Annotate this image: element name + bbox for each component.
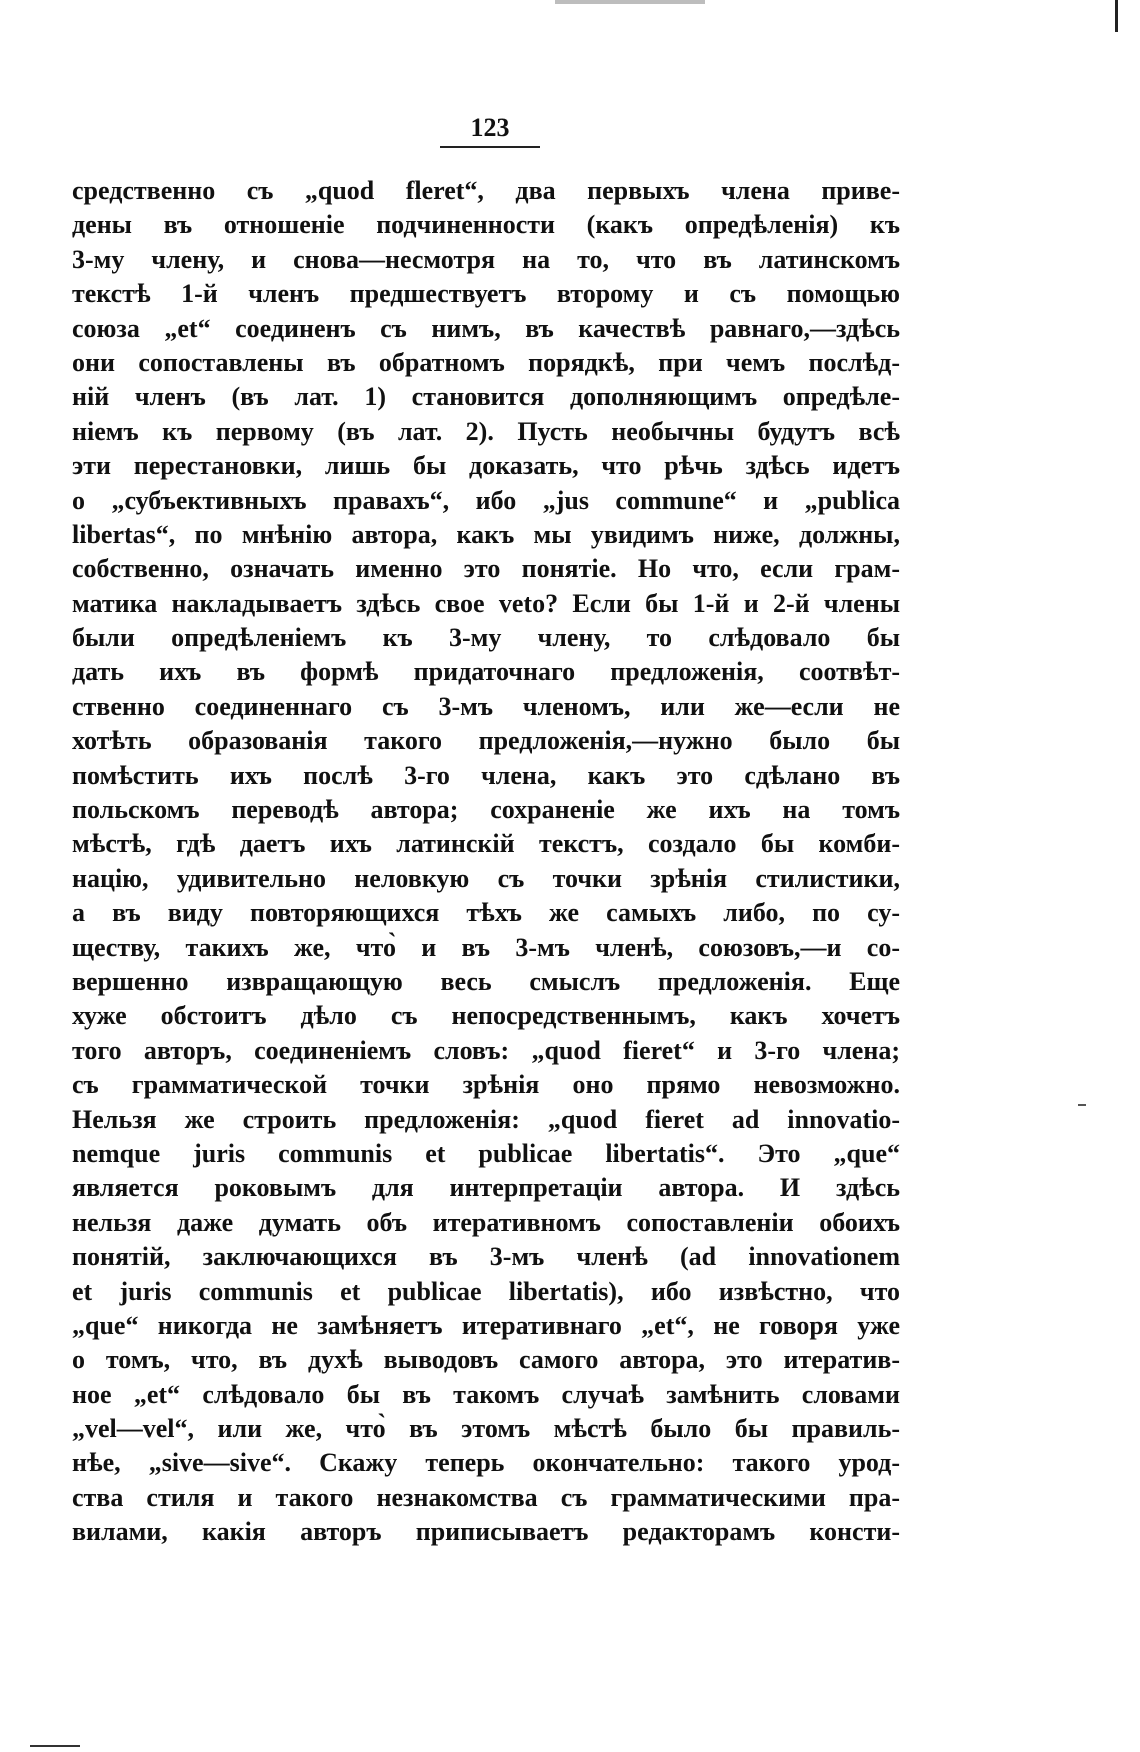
text-line: ній членъ (въ лат. 1) становится дополняющимъ опредѣле- bbox=[72, 382, 900, 412]
text-line: 3-му члену, и снова—несмотря на то, что въ латинскомъ bbox=[72, 244, 900, 274]
text-line: ніемъ къ первому (въ лат. 2). Пусть необычны будутъ всѣ bbox=[72, 416, 900, 446]
text-line: эти перестановки, лишь бы доказать, что рѣчь здѣсь идетъ bbox=[72, 451, 900, 481]
text-line: libertas“, по мнѣнію автора, какъ мы увидимъ ниже, должны, bbox=[72, 519, 900, 549]
text-line: ществу, такихъ же, что̀ и въ 3-мъ членѣ, союзовъ,—и со- bbox=[72, 932, 900, 962]
text-line: nemque juris communis et publicae libertatis“. Это „que“ bbox=[72, 1138, 900, 1168]
page-number-rule bbox=[440, 146, 540, 148]
scan-artifact-bottom bbox=[30, 1745, 80, 1747]
text-line: націю, удивительно неловкую съ точки зрѣнія стилистики, bbox=[72, 863, 900, 893]
text-line: понятій, заключающихся въ 3-мъ членѣ (ad innovationem bbox=[72, 1242, 900, 1272]
text-line: хотѣть образованія такого предложенія,—нужно было бы bbox=[72, 726, 900, 756]
text-line: о „субъективныхъ правахъ“, ибо „jus commune“ и „publica bbox=[72, 485, 900, 515]
text-line: о томъ, что, въ духѣ выводовъ самого автора, это итератив- bbox=[72, 1345, 900, 1375]
text-line: того авторъ, соединеніемъ словъ: „quod fieret“ и 3-го члена; bbox=[72, 1035, 900, 1065]
scan-artifact-top bbox=[555, 0, 705, 4]
text-line: они сопоставлены въ обратномъ порядкѣ, при чемъ послѣд- bbox=[72, 347, 900, 377]
text-line: хуже обстоитъ дѣло съ непосредственнымъ, какъ хочетъ bbox=[72, 1001, 900, 1031]
scan-artifact-margin-dash bbox=[1078, 1104, 1086, 1106]
text-line: ное „et“ слѣдовало бы въ такомъ случаѣ замѣнить словами bbox=[72, 1379, 900, 1409]
text-line: польскомъ переводѣ автора; сохраненіе же ихъ на томъ bbox=[72, 795, 900, 825]
text-line: помѣстить ихъ послѣ 3-го члена, какъ это сдѣлано въ bbox=[72, 760, 900, 790]
text-line: а въ виду повторяющихся тѣхъ же самыхъ либо, по су- bbox=[72, 898, 900, 928]
text-line: Нельзя же строить предложенія: „quod fieret ad innovatio- bbox=[72, 1104, 900, 1134]
text-line: были опредѣленіемъ къ 3-му члену, то слѣдовало бы bbox=[72, 623, 900, 653]
text-line: „vel—vel“, или же, что̀ въ этомъ мѣстѣ было бы правиль- bbox=[72, 1414, 900, 1444]
text-line: et juris communis et publicae libertatis), ибо извѣстно, что bbox=[72, 1276, 900, 1306]
text-line: вилами, какія авторъ приписываетъ редакторамъ консти- bbox=[72, 1517, 900, 1547]
text-line: съ грамматической точки зрѣнія оно прямо невозможно. bbox=[72, 1070, 900, 1100]
page-number: 123 bbox=[470, 113, 510, 142]
text-line: ственно соединеннаго съ 3-мъ членомъ, или же—если не bbox=[72, 691, 900, 721]
body-text bbox=[72, 174, 900, 1550]
text-line: матика накладываетъ здѣсь свое veto? Если бы 1-й и 2-й члены bbox=[72, 588, 900, 618]
text-line: вершенно извращающую весь смыслъ предложенія. Еще bbox=[72, 966, 900, 996]
text-line: дены въ отношеніе подчиненности (какъ опредѣленія) къ bbox=[72, 210, 900, 240]
text-line: собственно, означать именно это понятіе. Но что, если грам- bbox=[72, 554, 900, 584]
text-line: текстѣ 1-й членъ предшествуетъ второму и съ помощью bbox=[72, 279, 900, 309]
text-line: „que“ никогда не замѣняетъ итеративнаго „et“, не говоря уже bbox=[72, 1310, 900, 1340]
text-line: ства стиля и такого незнакомства съ грамматическими пра- bbox=[72, 1482, 900, 1512]
text-line: средственно съ „quod fleret“, два первыхъ члена приве- bbox=[72, 176, 900, 205]
text-line: нельзя даже думать объ итеративномъ сопоставленіи обоихъ bbox=[72, 1207, 900, 1237]
text-line: является роковымъ для интерпретаціи автора. И здѣсь bbox=[72, 1173, 900, 1203]
text-line: союза „et“ соединенъ съ нимъ, въ качествѣ равнаго,—здѣсь bbox=[72, 313, 900, 343]
text-line: мѣстѣ, гдѣ даетъ ихъ латинскій текстъ, создало бы комби- bbox=[72, 829, 900, 859]
text-line: дать ихъ въ формѣ придаточнаго предложенія, соотвѣт- bbox=[72, 657, 900, 687]
text-line: нѣе, „sive—sive“. Скажу теперь окончательно: такого урод- bbox=[72, 1448, 900, 1478]
scan-artifact-right-edge bbox=[1115, 0, 1118, 32]
